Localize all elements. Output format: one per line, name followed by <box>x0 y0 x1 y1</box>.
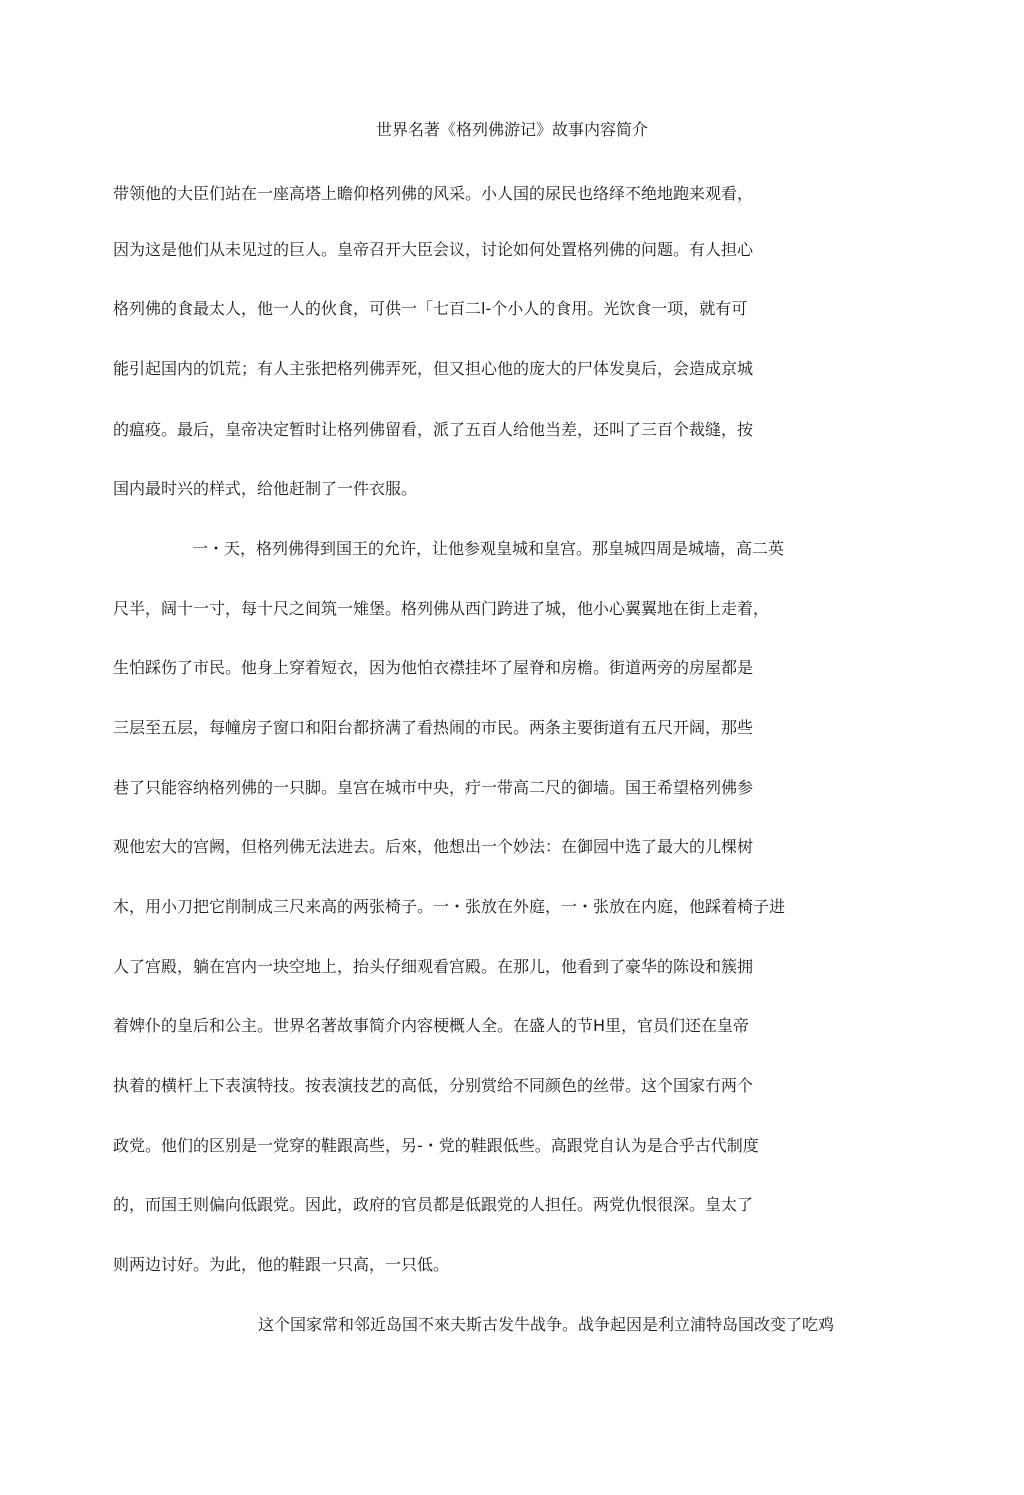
paragraph-line: 木，用小刀把它削制成三尺来高的两张椅子。一・张放在外庭，一・张放在内庭，他踩着椅子进 <box>113 897 786 916</box>
document-title: 世界名著《格列佛游记》故事内容简介 <box>375 120 648 139</box>
paragraph-line: 生怕踩伤了市民。他身上穿着短衣，因为他怕衣襟挂坏了屋脊和房檐。街道两旁的房屋都是 <box>113 658 754 677</box>
paragraph-line: 执着的横杆上下表演特技。按表演技艺的高低，分别赏给不同颜色的丝带。这个国家冇两个 <box>113 1076 754 1095</box>
paragraph-line: 尺半，阔十一寸，每十尺之间筑一雉堡。格列佛从西门跨进了城，他小心翼翼地在街上走着， <box>113 599 770 618</box>
paragraph-line: 这个国家常和邻近岛国不來夫斯古发牛战争。战争起因是利立浦特岛国改变了吃鸡 <box>258 1315 835 1334</box>
paragraph-line: 政党。他们的区别是一党穿的鞋跟高些，另-・党的鞋跟低些。高跟党自认为是合乎古代制度 <box>113 1136 759 1155</box>
paragraph-line: 人了宫殿，躺在宫内一块空地上，抬头仔细观看宫殿。在那儿，他看到了豪华的陈设和簇拥 <box>113 957 754 976</box>
paragraph-line: 则两边讨好。为此，他的鞋跟一只高，一只低。 <box>113 1255 450 1274</box>
paragraph-line: 观他宏大的宫阙，但格列佛无法进去。后來，他想出一个妙法：在御园中选了最大的儿棵树 <box>113 837 754 856</box>
paragraph-line: 国内最时兴的样式，给他赶制了一件衣服。 <box>113 479 418 498</box>
paragraph-line: 一・天，格列佛得到国王的允许，让他参观皇城和皇宫。那皇城四周是城墙，高二英 <box>192 539 785 558</box>
paragraph-line: 带领他的大臣们站在一座高塔上瞻仰格列佛的风采。小人国的尿民也络绎不绝地跑来观看， <box>113 184 754 203</box>
paragraph-line: 着婢仆的皇后和公主。世界名著故事简介内容梗概人全。在盛人的节H里，官员们还在皇帝 <box>113 1016 750 1035</box>
paragraph-line: 的，而国王则偏向低跟党。因此，政府的官员都是低跟党的人担任。两党仇恨很深。皇太了 <box>113 1195 754 1214</box>
paragraph-line: 的瘟疫。最后，皇帝决定暂时让格列佛留看，派了五百人给他当差，还叫了三百个裁缝，按 <box>113 420 754 439</box>
paragraph-line: 巷了只能容纳格列佛的一只脚。皇宫在城市中央，疔一带高二尺的御墙。国王希望格列佛参 <box>113 778 754 797</box>
paragraph-line: 三层至五层，每幢房子窗口和阳台都挤满了看热闹的市民。两条主要街道有五尺开阔，那些 <box>113 718 754 737</box>
paragraph-line: 格列佛的食最太人，他一人的伙食，可供一「七百二l-个小人的食用。光饮食一项，就有可 <box>113 299 748 318</box>
paragraph-line: 能引起国内的饥荒；有人主张把格列佛弄死，但又担心他的庞大的尸体发臭后，会造成京城 <box>113 359 754 378</box>
paragraph-line: 因为这是他们从未见过的巨人。皇帝召开大臣会议，讨论如何处置格列佛的问题。有人担心 <box>113 240 754 259</box>
